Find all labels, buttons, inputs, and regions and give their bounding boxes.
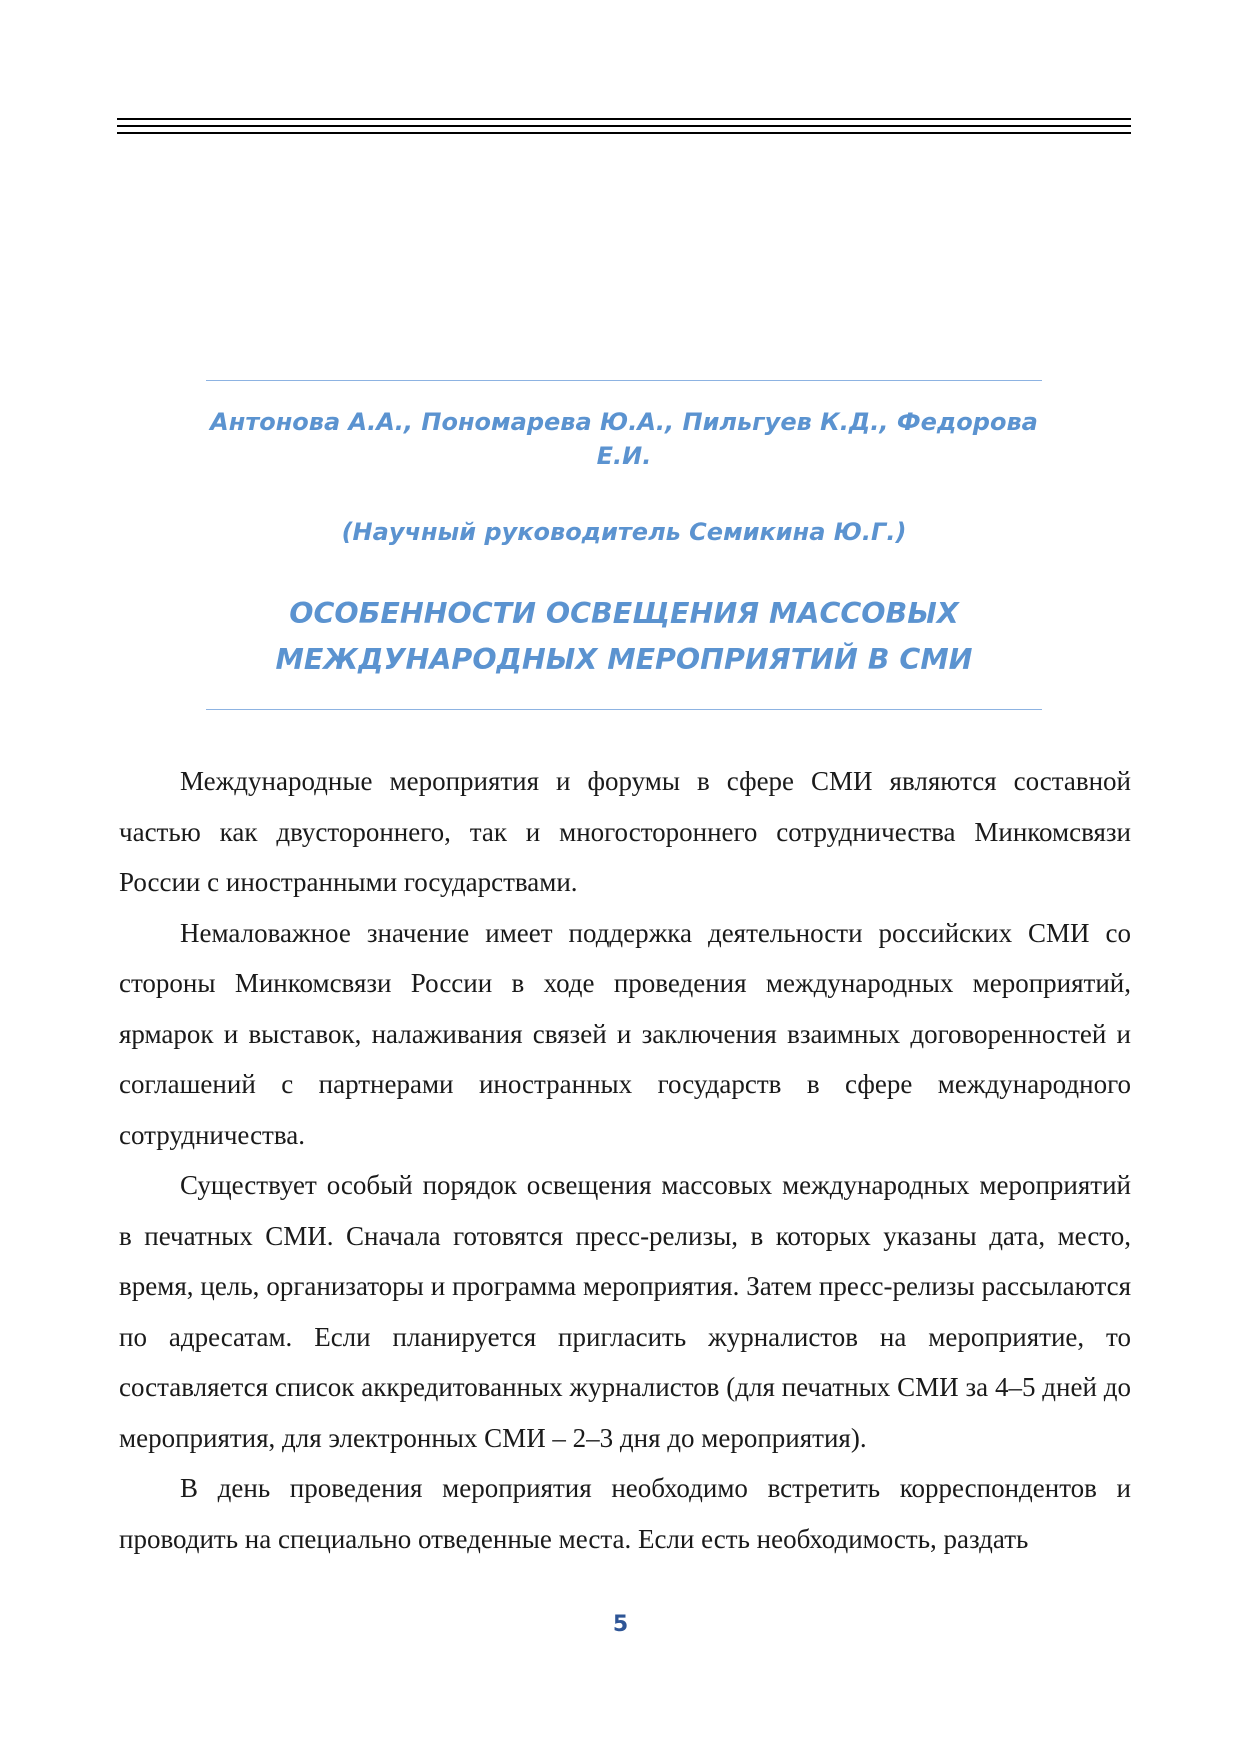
- header-double-rule: [117, 118, 1131, 134]
- paragraph: В день проведения мероприятия необходимо встретить корреспондентов и проводить на специально отведенные места. Если есть необходимость, раздать: [119, 1473, 1131, 1554]
- header-rule-middle: [117, 125, 1131, 127]
- title-block: [206, 380, 1042, 710]
- supervisor: (Научный руководитель Семикина Ю.Г.): [341, 518, 907, 546]
- title-rule-top: [206, 380, 1042, 381]
- article-title-line-2: МЕЖДУНАРОДНЫХ МЕРОПРИЯТИЙ В СМИ: [275, 643, 973, 676]
- paragraph: Международные мероприятия и форумы в сфере СМИ являются составной частью как двустороннего, так и многостороннего сотрудничества Минкомсвязи России с иностранными государствами.: [119, 766, 1131, 897]
- body-text: [119, 756, 1131, 1564]
- page-number: 5: [612, 1612, 629, 1637]
- header-rule-top: [117, 118, 1131, 120]
- article-title: [206, 591, 1042, 683]
- title-rule-bottom: [206, 709, 1042, 710]
- authors: Антонова А.А., Пономарева Ю.А., Пильгуев К.Д., Федорова Е.И.: [210, 408, 1038, 470]
- paragraph: Немаловажное значение имеет поддержка деятельности российских СМИ со стороны Минкомсвязи России в ходе проведения международных мероприятий, ярмарок и выставок, налаживания связей и заключения взаимных договоренностей и соглашений с партнерами иностранных государств в сфере международного сотрудничества.: [119, 917, 1131, 1150]
- article-title-line-1: ОСОБЕННОСТИ ОСВЕЩЕНИЯ МАССОВЫХ: [289, 597, 959, 630]
- header-rule-bottom: [117, 132, 1131, 134]
- paragraph: Существует особый порядок освещения массовых международных мероприятий в печатных СМИ. Сначала готовятся пресс-релизы, в которых указаны дата, место, время, цель, организаторы и программа мероприятия. Затем пресс-релизы рассылаются по адресатам. Если планируется пригласить журналистов на мероприятие, то составляется список аккредитованных журналистов (для печатных СМИ за 4–5 дней до мероприятия, для электронных СМИ – 2–3 дня до мероприятия).: [119, 1170, 1131, 1453]
